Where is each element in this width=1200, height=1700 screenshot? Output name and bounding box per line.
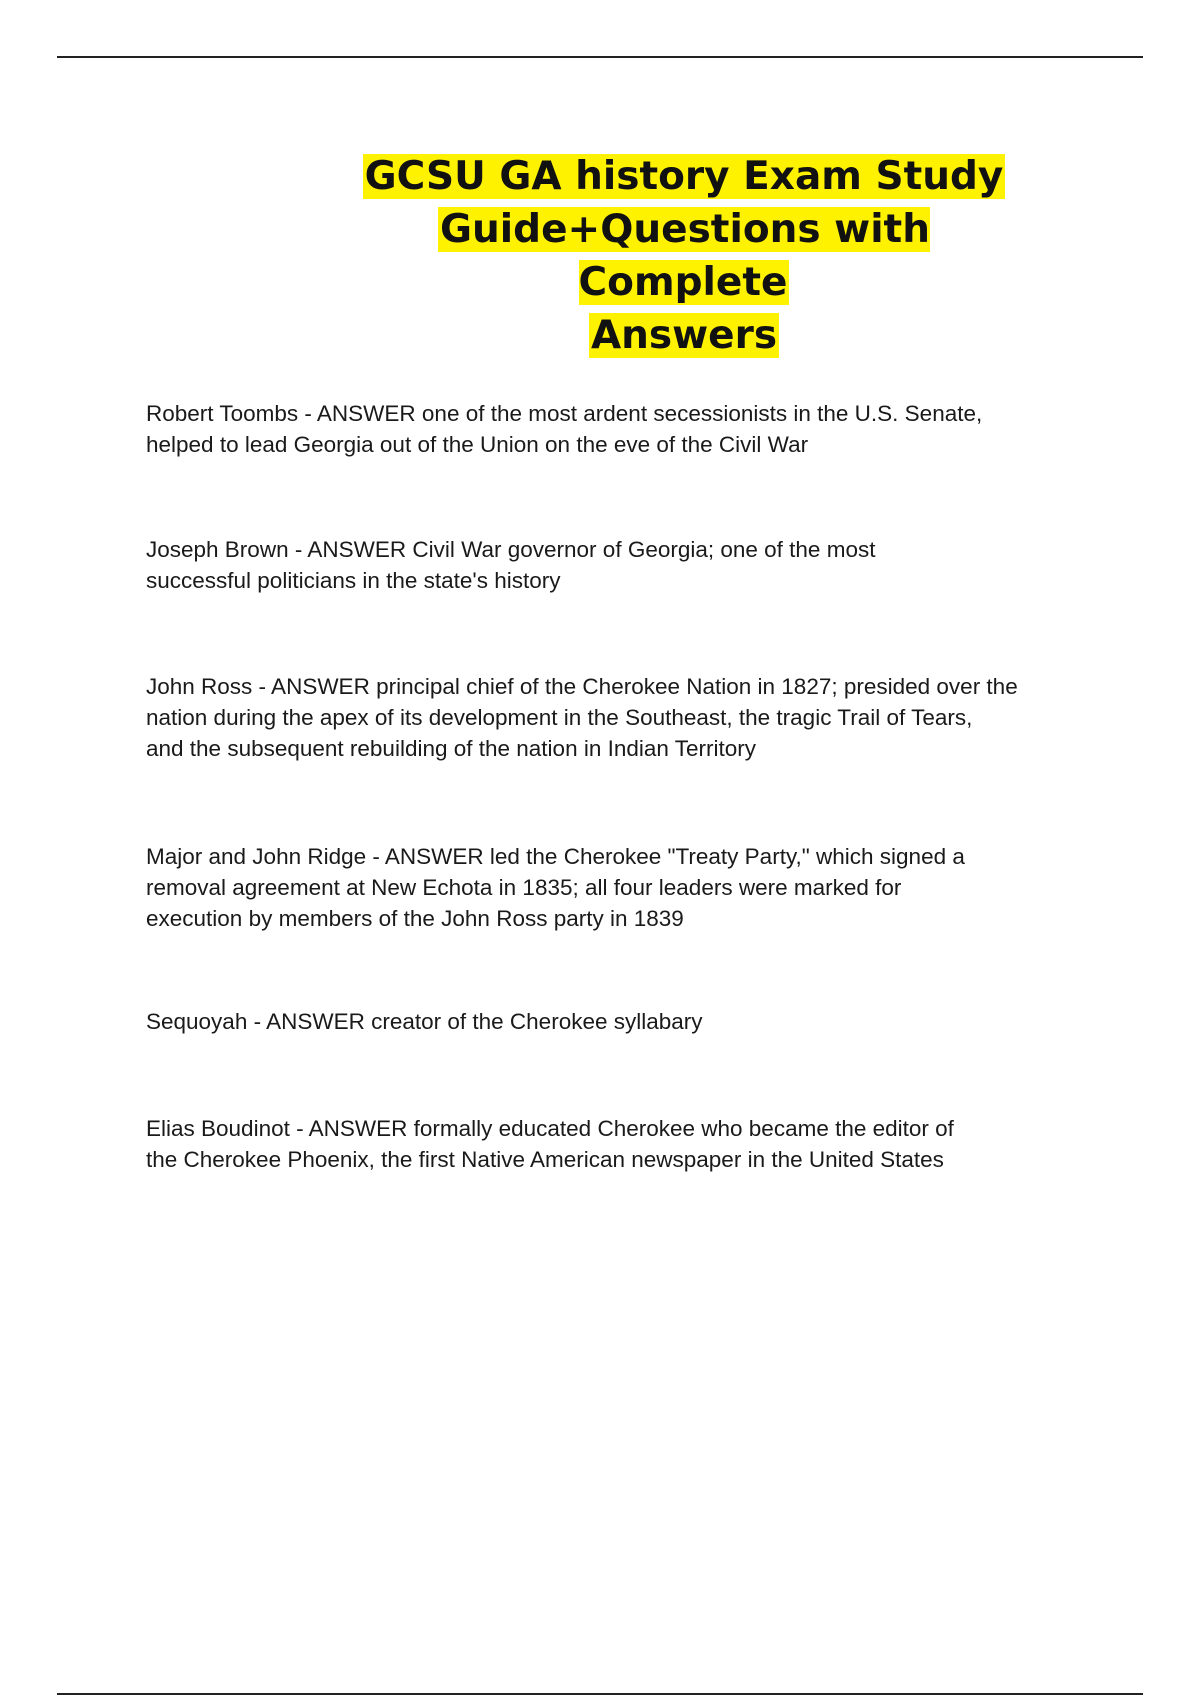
- entry-line: the Cherokee Phoenix, the first Native American newspaper in the United States: [146, 1147, 944, 1172]
- title-line: [360, 150, 1008, 203]
- qa-entry-elias-boudinot: [146, 1113, 1086, 1175]
- entry-line: John Ross - ANSWER principal chief of the Cherokee Nation in 1827; presided over the: [146, 674, 1018, 699]
- entry-line: Sequoyah - ANSWER creator of the Cherokee syllabary: [146, 1009, 703, 1034]
- qa-entry-robert-toombs: [146, 398, 1086, 460]
- qa-entry-john-ross: [146, 671, 1086, 764]
- entry-line: execution by members of the John Ross party in 1839: [146, 906, 684, 931]
- title-highlight: GCSU GA history Exam Study: [364, 154, 1004, 199]
- entry-line: Joseph Brown - ANSWER Civil War governor of Georgia; one of the most: [146, 537, 876, 562]
- entry-line: helped to lead Georgia out of the Union on the eve of the Civil War: [146, 432, 809, 457]
- entry-line: and the subsequent rebuilding of the nation in Indian Territory: [146, 736, 757, 761]
- entry-line: Robert Toombs - ANSWER one of the most ardent secessionists in the U.S. Senate,: [146, 401, 983, 426]
- qa-entry-ridge: [146, 841, 1086, 934]
- entry-line: nation during the apex of its development in the Southeast, the tragic Trail of Tears,: [146, 705, 973, 730]
- footer-rule: [57, 1693, 1143, 1695]
- entry-line: Major and John Ridge - ANSWER led the Cherokee "Treaty Party," which signed a: [146, 844, 965, 869]
- title-line: [360, 309, 1008, 362]
- header-rule: [57, 56, 1143, 58]
- title-highlight: Answers: [590, 313, 778, 358]
- title-line: [360, 203, 1008, 309]
- qa-entry-joseph-brown: [146, 534, 1086, 596]
- title-highlight: Guide+Questions with Complete: [440, 207, 930, 305]
- entry-line: successful politicians in the state's history: [146, 568, 561, 593]
- entry-line: Elias Boudinot - ANSWER formally educated Cherokee who became the editor of: [146, 1116, 954, 1141]
- qa-entry-sequoyah: [146, 1006, 1086, 1037]
- entry-line: removal agreement at New Echota in 1835; all four leaders were marked for: [146, 875, 902, 900]
- document-title: [360, 150, 1008, 362]
